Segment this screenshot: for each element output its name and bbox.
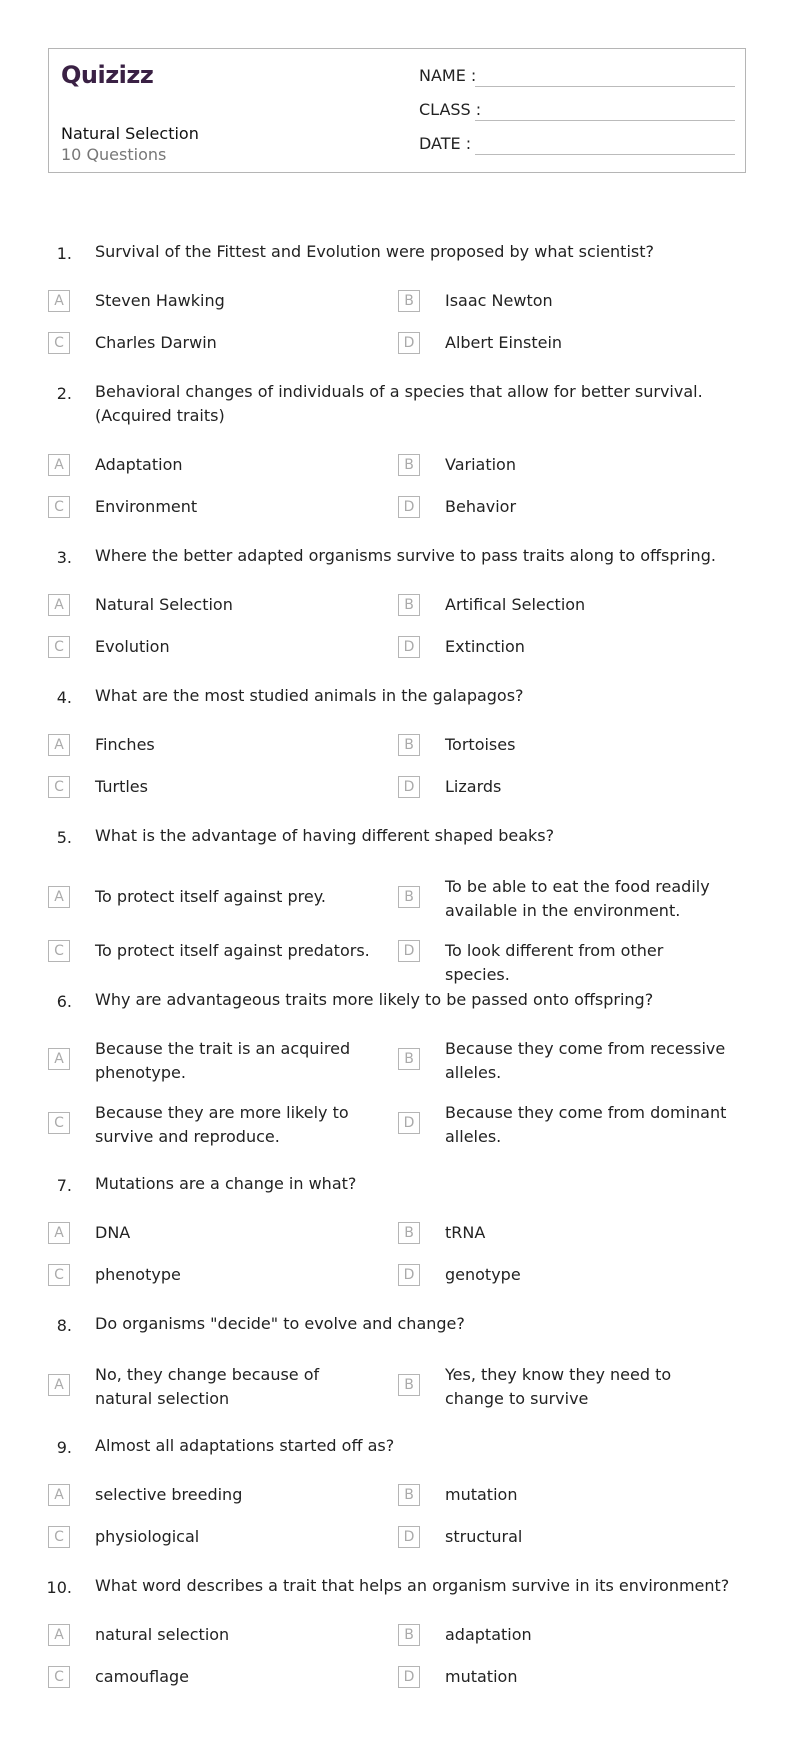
- option-text: genotype: [445, 1265, 521, 1284]
- question-text: What is the advantage of having different shaped beaks?: [95, 826, 555, 845]
- option-letter-box[interactable]: B: [398, 290, 420, 312]
- question-number: 5.: [56, 828, 72, 847]
- option-letter-box[interactable]: A: [48, 1624, 70, 1646]
- option-letter-box[interactable]: D: [398, 496, 420, 518]
- question-text: Why are advantageous traits more likely to be passed onto offspring?: [95, 990, 654, 1009]
- option-letter-box[interactable]: B: [398, 1048, 420, 1070]
- question-number: 9.: [56, 1438, 72, 1457]
- option-letter-box[interactable]: C: [48, 1264, 70, 1286]
- quizizz-logo: [61, 59, 161, 91]
- option-text: To be able to eat the food readily available in the environment.: [445, 877, 710, 920]
- option-letter-box[interactable]: D: [398, 1526, 420, 1548]
- option-text: Tortoises: [445, 735, 516, 754]
- option-letter-box[interactable]: A: [48, 734, 70, 756]
- option-letter-box[interactable]: B: [398, 1484, 420, 1506]
- name-field[interactable]: [419, 63, 735, 87]
- option-text: mutation: [445, 1485, 518, 1504]
- option-letter-box[interactable]: C: [48, 496, 70, 518]
- question-number: 3.: [56, 548, 72, 567]
- question-text: What word describes a trait that helps an organism survive in its environment?: [95, 1576, 730, 1595]
- option-letter-box[interactable]: B: [398, 1222, 420, 1244]
- option-letter-box[interactable]: D: [398, 1112, 420, 1134]
- option-text: Because the trait is an acquired phenotype.: [95, 1039, 351, 1082]
- option-text: Turtles: [95, 777, 148, 796]
- name-line[interactable]: [475, 86, 735, 87]
- question-text: Survival of the Fittest and Evolution were proposed by what scientist?: [95, 242, 654, 261]
- option-letter-box[interactable]: B: [398, 1374, 420, 1396]
- question-number: 4.: [56, 688, 72, 707]
- option-text: To protect itself against predators.: [95, 941, 370, 960]
- option-letter-box[interactable]: D: [398, 636, 420, 658]
- question-text: Mutations are a change in what?: [95, 1174, 357, 1193]
- option-text: mutation: [445, 1667, 518, 1686]
- option-letter-box[interactable]: D: [398, 776, 420, 798]
- option-letter-box[interactable]: C: [48, 940, 70, 962]
- option-text: Environment: [95, 497, 198, 516]
- option-text: Artifical Selection: [445, 595, 586, 614]
- option-letter-box[interactable]: B: [398, 734, 420, 756]
- option-text: Natural Selection: [95, 595, 233, 614]
- option-text: phenotype: [95, 1265, 181, 1284]
- date-line[interactable]: [475, 154, 735, 155]
- option-letter-box[interactable]: A: [48, 1484, 70, 1506]
- option-text: No, they change because of natural selection: [95, 1365, 320, 1408]
- option-text: structural: [445, 1527, 523, 1546]
- option-letter-box[interactable]: C: [48, 332, 70, 354]
- option-text: To protect itself against prey.: [95, 887, 326, 906]
- option-text: Because they come from recessive alleles.: [445, 1039, 726, 1082]
- question-text: Do organisms "decide" to evolve and change?: [95, 1314, 465, 1333]
- option-letter-box[interactable]: D: [398, 940, 420, 962]
- option-text: Charles Darwin: [95, 333, 217, 352]
- date-field[interactable]: [419, 131, 735, 155]
- option-letter-box[interactable]: A: [48, 1048, 70, 1070]
- option-letter-box[interactable]: B: [398, 594, 420, 616]
- option-text: Evolution: [95, 637, 170, 656]
- question-number: 7.: [56, 1176, 72, 1195]
- option-letter-box[interactable]: C: [48, 1526, 70, 1548]
- option-text: To look different from other species.: [445, 941, 664, 984]
- date-label: DATE :: [419, 134, 472, 153]
- question-text: Behavioral changes of individuals of a species that allow for better survival. (Acquired traits): [95, 382, 703, 425]
- class-label: CLASS :: [419, 100, 482, 119]
- option-letter-box[interactable]: C: [48, 1112, 70, 1134]
- class-field[interactable]: [419, 97, 735, 121]
- option-text: camouflage: [95, 1667, 189, 1686]
- option-text: physiological: [95, 1527, 200, 1546]
- question-text: What are the most studied animals in the galapagos?: [95, 686, 524, 705]
- option-text: Behavior: [445, 497, 517, 516]
- option-text: Because they are more likely to survive and reproduce.: [95, 1103, 349, 1146]
- question-number: 2.: [56, 384, 72, 403]
- worksheet-header: [48, 48, 746, 173]
- option-text: Extinction: [445, 637, 525, 656]
- option-text: Albert Einstein: [445, 333, 563, 352]
- option-letter-box[interactable]: A: [48, 1374, 70, 1396]
- worksheet-title: Natural Selection: [61, 124, 199, 143]
- option-text: tRNA: [445, 1223, 486, 1242]
- question-text: Almost all adaptations started off as?: [95, 1436, 395, 1455]
- option-letter-box[interactable]: D: [398, 1264, 420, 1286]
- option-text: adaptation: [445, 1625, 532, 1644]
- question-number: 10.: [46, 1578, 72, 1597]
- option-letter-box[interactable]: C: [48, 1666, 70, 1688]
- question-count: 10 Questions: [61, 145, 167, 164]
- option-text: selective breeding: [95, 1485, 243, 1504]
- option-letter-box[interactable]: A: [48, 454, 70, 476]
- option-letter-box[interactable]: A: [48, 1222, 70, 1244]
- option-letter-box[interactable]: C: [48, 776, 70, 798]
- option-letter-box[interactable]: B: [398, 1624, 420, 1646]
- option-text: Adaptation: [95, 455, 183, 474]
- option-letter-box[interactable]: D: [398, 1666, 420, 1688]
- question-number: 1.: [56, 244, 72, 263]
- option-letter-box[interactable]: B: [398, 454, 420, 476]
- option-text: Finches: [95, 735, 155, 754]
- question-number: 8.: [56, 1316, 72, 1335]
- option-letter-box[interactable]: B: [398, 886, 420, 908]
- option-letter-box[interactable]: C: [48, 636, 70, 658]
- logo-text: Quizizz: [61, 61, 154, 89]
- option-text: natural selection: [95, 1625, 230, 1644]
- option-letter-box[interactable]: A: [48, 290, 70, 312]
- option-letter-box[interactable]: D: [398, 332, 420, 354]
- name-label: NAME :: [419, 66, 477, 85]
- option-text: DNA: [95, 1223, 131, 1242]
- option-letter-box[interactable]: A: [48, 886, 70, 908]
- option-text: Lizards: [445, 777, 502, 796]
- option-text: Isaac Newton: [445, 291, 553, 310]
- option-text: Yes, they know they need to change to survive: [445, 1365, 672, 1408]
- option-text: Because they come from dominant alleles.: [445, 1103, 727, 1146]
- option-text: Steven Hawking: [95, 291, 225, 310]
- question-number: 6.: [56, 992, 72, 1011]
- option-text: Variation: [445, 455, 516, 474]
- question-text: Where the better adapted organisms survive to pass traits along to offspring.: [95, 546, 716, 565]
- option-letter-box[interactable]: A: [48, 594, 70, 616]
- class-line[interactable]: [475, 120, 735, 121]
